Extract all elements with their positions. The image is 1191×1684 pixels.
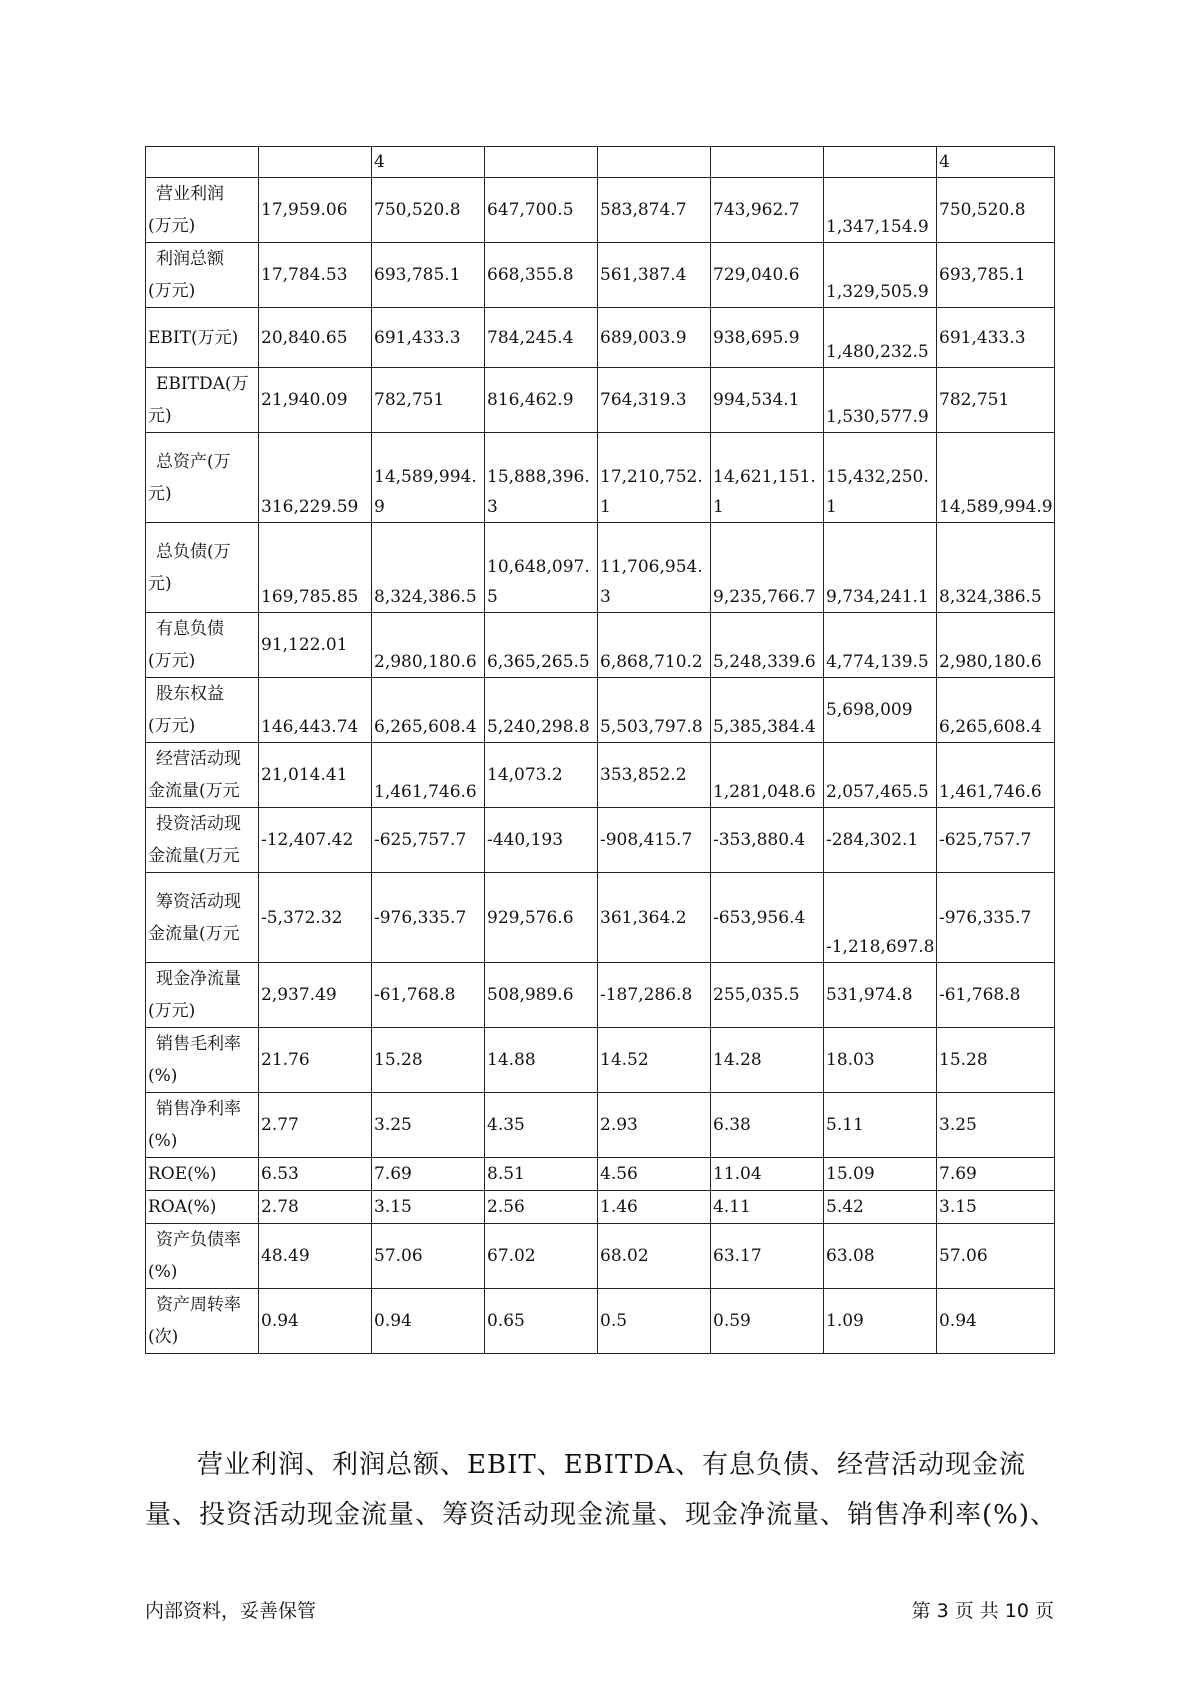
- table-cell: 561,387.4: [598, 243, 711, 308]
- row-label-line: 销售毛利率: [156, 1034, 241, 1054]
- row-label-line: (%): [148, 1066, 178, 1086]
- table-cell: -187,286.8: [598, 963, 711, 1028]
- table-cell: 7.69: [372, 1158, 485, 1191]
- table-cell: 1.09: [824, 1289, 937, 1354]
- table-cell: -908,415.7: [598, 808, 711, 873]
- row-label: [146, 1224, 259, 1289]
- table-cell: 4.35: [485, 1093, 598, 1158]
- row-label-line: 投资活动现: [156, 814, 241, 834]
- table-row: [146, 1028, 1055, 1093]
- row-label-line: 元): [148, 406, 172, 426]
- row-label: [146, 743, 259, 808]
- table-cell: 1,461,746.6: [937, 743, 1055, 808]
- table-cell: 2.93: [598, 1093, 711, 1158]
- table-cell: 938,695.9: [711, 308, 824, 368]
- table-cell: 5.42: [824, 1191, 937, 1224]
- table-cell: 21.76: [259, 1028, 372, 1093]
- row-label-line: 金流量(万元: [148, 781, 240, 801]
- paragraph-text: 营业利润、利润总额、EBIT、EBITDA、有息负债、经营活动现金流量、投资活动现金流量、筹资活动现金流量、现金净流量、销售净利率(%)、: [145, 1450, 1057, 1530]
- row-label-line: 元): [148, 573, 172, 594]
- table-cell: -61,768.8: [372, 963, 485, 1028]
- table-row: [146, 147, 1055, 178]
- table-cell: -12,407.42: [259, 808, 372, 873]
- table-cell: 5.11: [824, 1093, 937, 1158]
- row-label-line: (万元): [148, 716, 196, 736]
- row-label: [146, 433, 259, 523]
- table-cell: -976,335.7: [372, 873, 485, 963]
- row-label-line: 金流量(万元: [148, 846, 240, 866]
- table-cell: [711, 147, 824, 178]
- row-label-line: 资产周转率: [156, 1295, 241, 1315]
- table-row: [146, 1289, 1055, 1354]
- row-label: [146, 523, 259, 613]
- table-cell: 7.69: [937, 1158, 1055, 1191]
- row-label-line: 元): [148, 483, 172, 504]
- table-cell: 20,840.65: [259, 308, 372, 368]
- table-cell: 4.11: [711, 1191, 824, 1224]
- table-cell: [259, 147, 372, 178]
- table-cell: 693,785.1: [372, 243, 485, 308]
- table-cell: 63.17: [711, 1224, 824, 1289]
- financial-table: [145, 146, 1055, 1354]
- table-cell: 0.65: [485, 1289, 598, 1354]
- row-label-line: 金流量(万元: [148, 923, 240, 944]
- table-row: [146, 243, 1055, 308]
- body-paragraph: [145, 1440, 1065, 1540]
- table-cell: 2.78: [259, 1191, 372, 1224]
- table-cell: 17,210,752.1: [598, 433, 711, 523]
- table-cell: 0.59: [711, 1289, 824, 1354]
- table-cell: 929,576.6: [485, 873, 598, 963]
- row-label-line: 现金净流量: [156, 969, 241, 989]
- row-label: [146, 1289, 259, 1354]
- row-label: [146, 1191, 259, 1224]
- table-cell: 2.56: [485, 1191, 598, 1224]
- table-row: [146, 808, 1055, 873]
- table-cell: 750,520.8: [372, 178, 485, 243]
- table-cell: 691,433.3: [372, 308, 485, 368]
- row-label-line: (%): [148, 1262, 178, 1282]
- table-cell: 5,503,797.8: [598, 678, 711, 743]
- footer-page-number: 第 3 页 共 10 页: [911, 1600, 1054, 1622]
- row-label-line: (次): [148, 1327, 179, 1347]
- table-cell: -976,335.7: [937, 873, 1055, 963]
- table-row: [146, 308, 1055, 368]
- row-label: [146, 1028, 259, 1093]
- table-cell: 668,355.8: [485, 243, 598, 308]
- row-label-line: (%): [148, 1131, 178, 1151]
- table-cell: 48.49: [259, 1224, 372, 1289]
- table-cell: 15,432,250.1: [824, 433, 937, 523]
- table-cell: 0.94: [372, 1289, 485, 1354]
- table-cell: 2,937.49: [259, 963, 372, 1028]
- table-cell: 8,324,386.5: [937, 523, 1055, 613]
- table-cell: 4: [937, 147, 1055, 178]
- table-cell: 3.15: [937, 1191, 1055, 1224]
- table-row: [146, 1158, 1055, 1191]
- table-cell: 691,433.3: [937, 308, 1055, 368]
- table-cell: 8.51: [485, 1158, 598, 1191]
- table-cell: 2,057,465.5: [824, 743, 937, 808]
- row-label: [146, 368, 259, 433]
- table-cell: 9,235,766.7: [711, 523, 824, 613]
- table-cell: 6.38: [711, 1093, 824, 1158]
- table-cell: 68.02: [598, 1224, 711, 1289]
- table-cell: -5,372.32: [259, 873, 372, 963]
- row-label-line: (万元): [148, 216, 196, 236]
- table-cell: 146,443.74: [259, 678, 372, 743]
- table-cell: 14,073.2: [485, 743, 598, 808]
- table-cell: 11,706,954.3: [598, 523, 711, 613]
- table-cell: 169,785.85: [259, 523, 372, 613]
- table-row: [146, 1191, 1055, 1224]
- table-cell: 3.25: [372, 1093, 485, 1158]
- row-label: [146, 1093, 259, 1158]
- table-cell: -440,193: [485, 808, 598, 873]
- footer-confidential: 内部资料，妥善保管: [145, 1600, 317, 1622]
- table-cell: -653,956.4: [711, 873, 824, 963]
- row-label-line: 有息负债: [156, 619, 224, 639]
- table-cell: 3.15: [372, 1191, 485, 1224]
- table-cell: 994,534.1: [711, 368, 824, 433]
- table-row: [146, 613, 1055, 678]
- table-cell: 6,365,265.5: [485, 613, 598, 678]
- table-row: [146, 178, 1055, 243]
- table-cell: 0.94: [259, 1289, 372, 1354]
- table-cell: [146, 147, 259, 178]
- table-row: [146, 523, 1055, 613]
- table-cell: -284,302.1: [824, 808, 937, 873]
- table-cell: 0.5: [598, 1289, 711, 1354]
- table-cell: 10,648,097.5: [485, 523, 598, 613]
- table-cell: 15.28: [372, 1028, 485, 1093]
- row-label: [146, 963, 259, 1028]
- table-row: [146, 368, 1055, 433]
- row-label-line: ROE(%): [148, 1164, 217, 1184]
- table-cell: 4: [372, 147, 485, 178]
- table-cell: 4.56: [598, 1158, 711, 1191]
- row-label: [146, 808, 259, 873]
- table-cell: 57.06: [937, 1224, 1055, 1289]
- row-label: [146, 873, 259, 963]
- table-cell: 14.28: [711, 1028, 824, 1093]
- table-cell: 57.06: [372, 1224, 485, 1289]
- row-label-line: 销售净利率: [156, 1099, 241, 1119]
- row-label: [146, 1158, 259, 1191]
- table-cell: 782,751: [372, 368, 485, 433]
- table-cell: 729,040.6: [711, 243, 824, 308]
- table-cell: 3.25: [937, 1093, 1055, 1158]
- table-row: [146, 963, 1055, 1028]
- table-cell: 2.77: [259, 1093, 372, 1158]
- table-cell: 14.52: [598, 1028, 711, 1093]
- row-label-line: 营业利润: [156, 184, 224, 204]
- table-cell: 1,281,048.6: [711, 743, 824, 808]
- table-cell: 14.88: [485, 1028, 598, 1093]
- table-cell: 353,852.2: [598, 743, 711, 808]
- table-body: [146, 147, 1055, 1354]
- row-label-line: EBIT(万元): [148, 327, 239, 348]
- table-cell: 1.46: [598, 1191, 711, 1224]
- table-cell: 9,734,241.1: [824, 523, 937, 613]
- table-cell: 2,980,180.6: [937, 613, 1055, 678]
- table-cell: 17,959.06: [259, 178, 372, 243]
- table-cell: -61,768.8: [937, 963, 1055, 1028]
- table-cell: 782,751: [937, 368, 1055, 433]
- row-label: [146, 178, 259, 243]
- row-label-line: (万元): [148, 281, 196, 301]
- row-label-line: 资产负债率: [156, 1230, 241, 1250]
- table-row: [146, 743, 1055, 808]
- table-cell: 750,520.8: [937, 178, 1055, 243]
- table-cell: 21,014.41: [259, 743, 372, 808]
- table-cell: 6,265,608.4: [937, 678, 1055, 743]
- table-cell: 6.53: [259, 1158, 372, 1191]
- table-cell: 5,385,384.4: [711, 678, 824, 743]
- table-cell: 693,785.1: [937, 243, 1055, 308]
- table-cell: 91,122.01: [259, 613, 372, 678]
- table-row: [146, 1093, 1055, 1158]
- row-label-line: (万元): [148, 651, 196, 671]
- table-cell: 21,940.09: [259, 368, 372, 433]
- table-cell: -353,880.4: [711, 808, 824, 873]
- table-cell: 1,480,232.5: [824, 308, 937, 368]
- table-cell: 689,003.9: [598, 308, 711, 368]
- table-cell: 2,980,180.6: [372, 613, 485, 678]
- row-label: [146, 308, 259, 368]
- row-label-line: 总负债(万: [156, 541, 231, 562]
- table-cell: 11.04: [711, 1158, 824, 1191]
- table-cell: 63.08: [824, 1224, 937, 1289]
- table-cell: 531,974.8: [824, 963, 937, 1028]
- table-cell: 255,035.5: [711, 963, 824, 1028]
- table-cell: 6,868,710.2: [598, 613, 711, 678]
- table-row: [146, 433, 1055, 523]
- row-label-line: (万元): [148, 1001, 196, 1021]
- table-row: [146, 1224, 1055, 1289]
- table-cell: 361,364.2: [598, 873, 711, 963]
- row-label: [146, 243, 259, 308]
- table-row: [146, 678, 1055, 743]
- row-label-line: 经营活动现: [156, 749, 241, 769]
- table-cell: 583,874.7: [598, 178, 711, 243]
- table-cell: 5,698,009: [824, 678, 937, 743]
- row-label: [146, 613, 259, 678]
- table-cell: -625,757.7: [937, 808, 1055, 873]
- row-label-line: 股东权益: [156, 684, 224, 704]
- table-cell: [598, 147, 711, 178]
- table-cell: 1,347,154.9: [824, 178, 937, 243]
- table-cell: 6,265,608.4: [372, 678, 485, 743]
- table-cell: 14,589,994.9: [937, 433, 1055, 523]
- row-label-line: ROA(%): [148, 1197, 217, 1217]
- table-cell: 784,245.4: [485, 308, 598, 368]
- table-cell: 8,324,386.5: [372, 523, 485, 613]
- table-cell: 1,461,746.6: [372, 743, 485, 808]
- table-cell: 15,888,396.3: [485, 433, 598, 523]
- table-cell: -1,218,697.8: [824, 873, 937, 963]
- table-cell: 67.02: [485, 1224, 598, 1289]
- table-cell: -625,757.7: [372, 808, 485, 873]
- table-cell: 816,462.9: [485, 368, 598, 433]
- table-cell: 743,962.7: [711, 178, 824, 243]
- row-label-line: 筹资活动现: [156, 891, 241, 912]
- table-row: [146, 873, 1055, 963]
- table-cell: 5,240,298.8: [485, 678, 598, 743]
- table-cell: 508,989.6: [485, 963, 598, 1028]
- table-cell: 1,329,505.9: [824, 243, 937, 308]
- row-label-line: 总资产(万: [156, 451, 231, 472]
- table-cell: [485, 147, 598, 178]
- table-cell: 0.94: [937, 1289, 1055, 1354]
- table-cell: 14,589,994.9: [372, 433, 485, 523]
- table-cell: 316,229.59: [259, 433, 372, 523]
- table-cell: 4,774,139.5: [824, 613, 937, 678]
- row-label-line: EBITDA(万: [156, 374, 249, 394]
- table-cell: 1,530,577.9: [824, 368, 937, 433]
- table-cell: 647,700.5: [485, 178, 598, 243]
- row-label: [146, 678, 259, 743]
- table-cell: 18.03: [824, 1028, 937, 1093]
- table-cell: 5,248,339.6: [711, 613, 824, 678]
- table-cell: [824, 147, 937, 178]
- table-cell: 15.09: [824, 1158, 937, 1191]
- table-cell: 14,621,151.1: [711, 433, 824, 523]
- table-cell: 764,319.3: [598, 368, 711, 433]
- row-label-line: 利润总额: [156, 249, 224, 269]
- table-cell: 15.28: [937, 1028, 1055, 1093]
- table-cell: 17,784.53: [259, 243, 372, 308]
